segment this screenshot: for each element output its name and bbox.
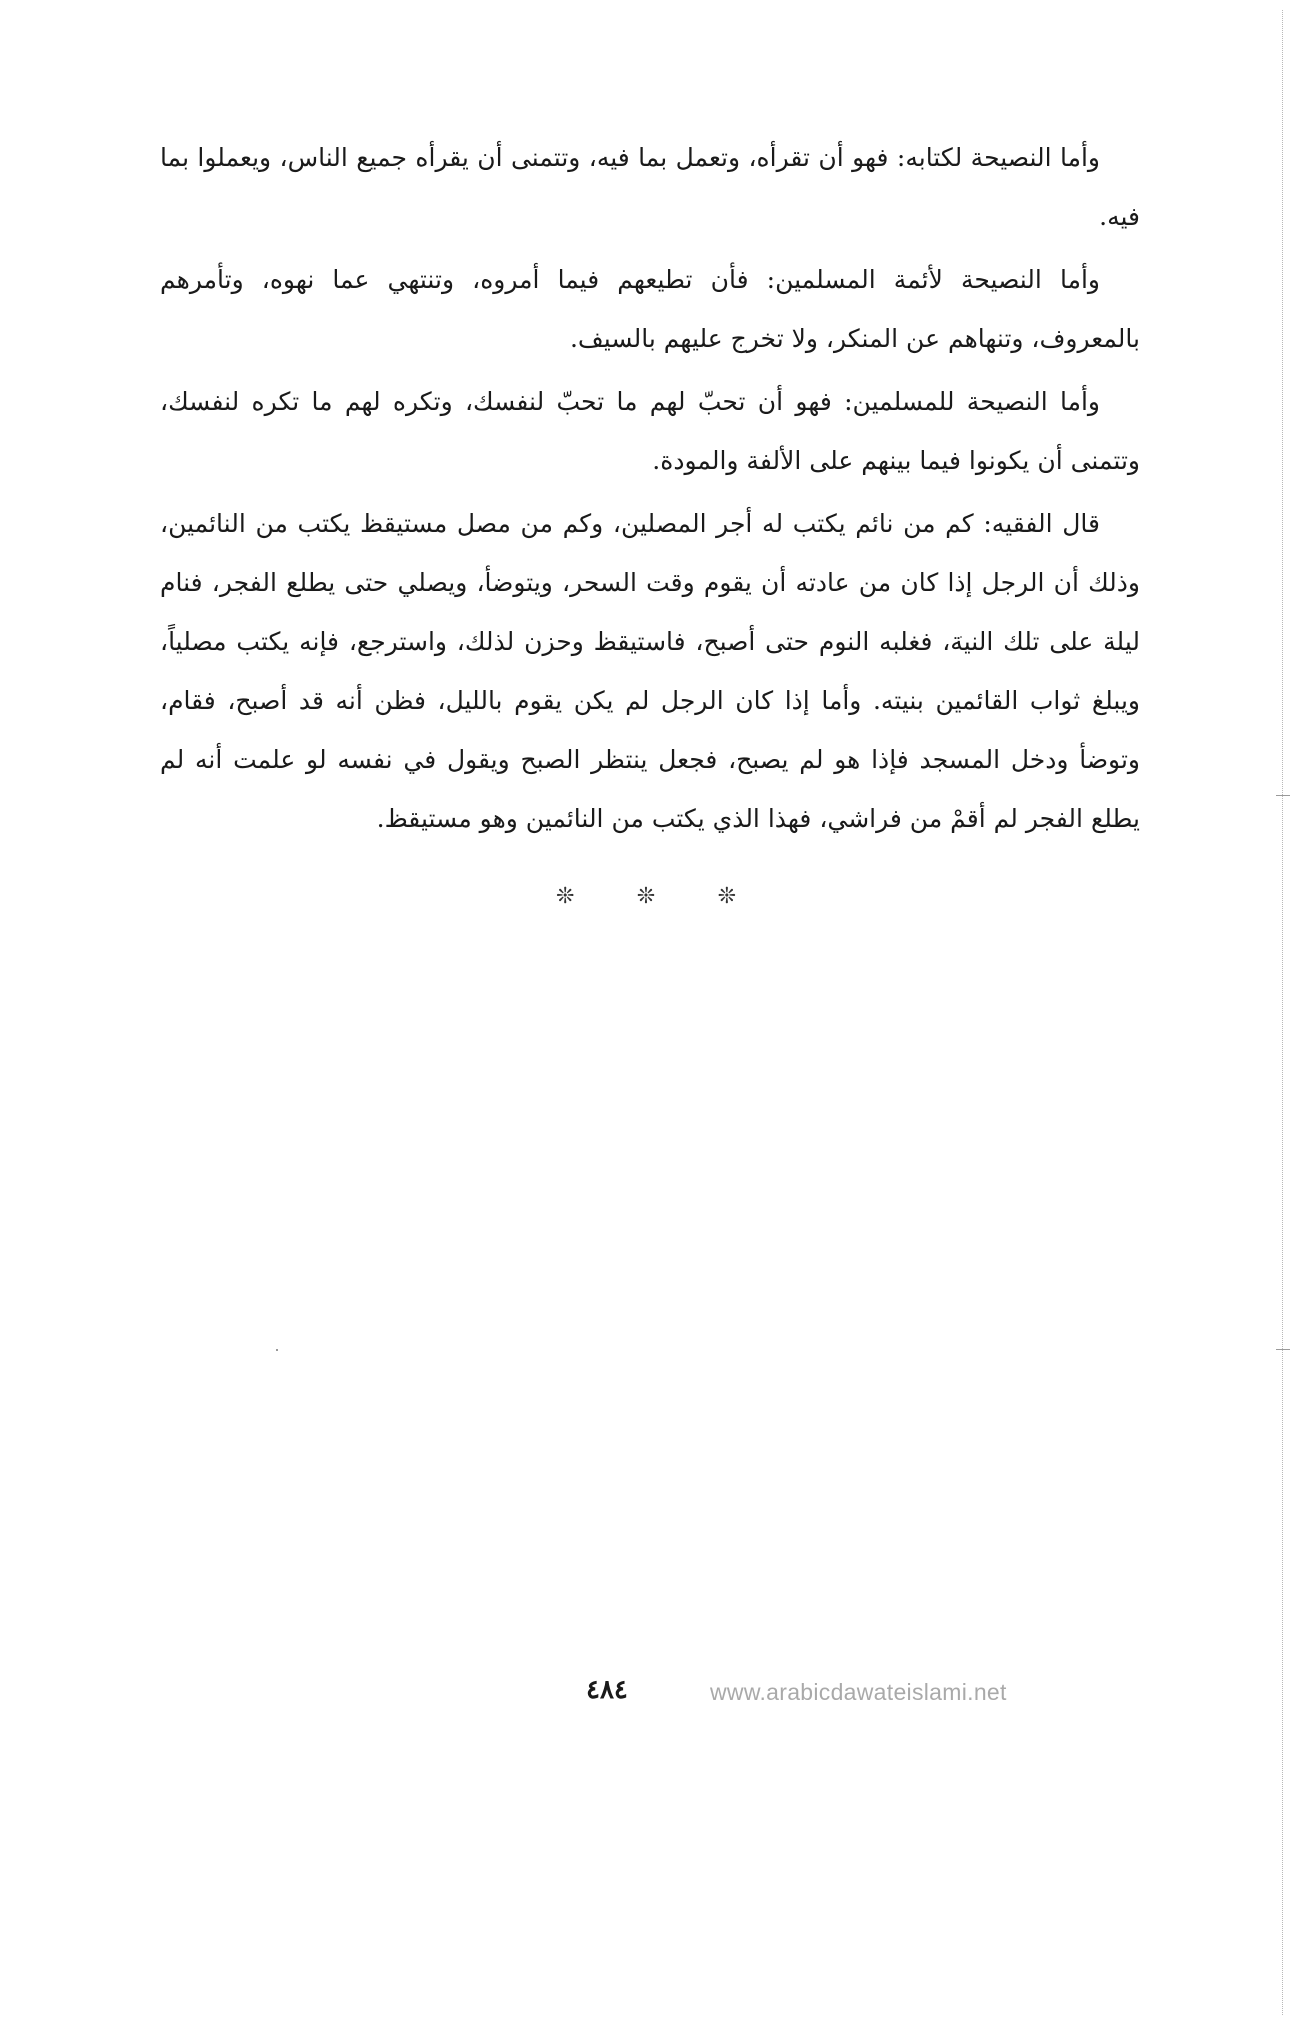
page-number: ٤٨٤ xyxy=(586,1675,628,1705)
asterism-star-icon: ❊ xyxy=(717,884,736,909)
asterism-star-icon: ❊ xyxy=(556,884,575,909)
asterism-star-icon: ❊ xyxy=(636,884,656,909)
scan-edge-mark xyxy=(1276,795,1290,796)
paragraph-advice-muslims: وأما النصيحة للمسلمين: فهو أن تحبّ لهم ما تحبّ لنفسك، وتكره لهم ما تكره لنفسك، وتتمنى أن يكونوا فيما بينهم على الألفة والمودة. xyxy=(160,387,1140,475)
paragraph-advice-imams: وأما النصيحة لأئمة المسلمين: فأن تطيعهم فيما أمروه، وتنتهي عما نهوه، وتأمرهم بالمعروف، وتنهاهم عن المنكر، ولا تخرج عليهم بالسيف. xyxy=(160,265,1140,353)
paragraph-faqih-saying: قال الفقيه: كم من نائم يكتب له أجر المصلين، وكم من مصل مستيقظ يكتب من النائمين، وذلك أن الرجل إذا كان من عادته أن يقوم وقت السحر، ويتوضأ، ويصلي حتى يطلع الفجر، فنام ليلة على تلك النية، فغلبه النوم حتى أصبح، فاستيقظ وحزن لذلك، واسترجع، فإنه يكتب مصلياً، ويبلغ ثواب القائمين بنيته. وأما إذا كان الرجل لم يكن يقوم بالليل، فظن أنه قد أصبح، فقام، وتوضأ ودخل المسجد فإذا هو لم يصبح، فجعل ينتظر الصبح ويقول في نفسه لو علمت أنه لم يطلع الفجر لم أقمْ من فراشي، فهذا الذي يكتب من النائمين وهو مستيقظ. xyxy=(160,509,1140,833)
scan-edge-mark xyxy=(1276,1349,1290,1350)
paragraph-advice-book: وأما النصيحة لكتابه: فهو أن تقرأه، وتعمل بما فيه، وتتمنى أن يقرأه جميع الناس، ويعملوا بما فيه. xyxy=(160,143,1140,231)
scan-speck xyxy=(276,1349,278,1351)
page-body-text xyxy=(160,128,1140,852)
website-watermark: www.arabicdawateislami.net xyxy=(710,1679,1007,1705)
scan-edge-line xyxy=(1282,10,1283,2015)
section-separator xyxy=(556,884,736,909)
